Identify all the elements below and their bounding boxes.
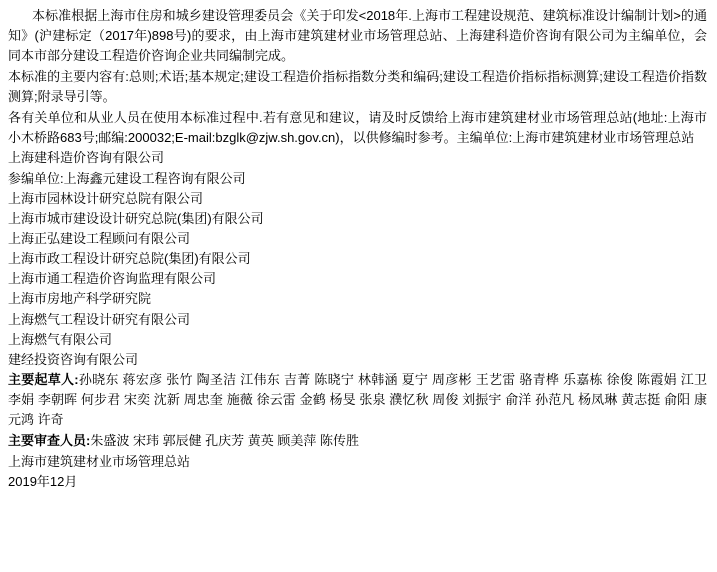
footer-date: 2019年12月 <box>8 473 78 489</box>
paragraph-feedback: 各有关单位和从业人员在使用本标准过程中.若有意见和建议，请及时反馈给上海市建筑建材业市场管理总站(地址:上海市小木桥路683号;邮编:200032;E-mail:bzglk@zjw.sh.gov.cn)，以供修编时参考。主编单位:上海市建筑建材业市场管理总站 <box>8 109 707 145</box>
list-item: 上海燃气有限公司 <box>8 331 113 347</box>
list-item: 上海市政工程设计研究总院(集团)有限公司 <box>8 251 251 267</box>
reviewers-names: 朱盛波 宋玮 郭辰健 孔庆芳 黄英 顾美萍 陈传胜 <box>90 432 360 448</box>
authors-names: 孙晓东 蒋宏彦 张竹 陶圣洁 江伟东 吉菁 陈晓宁 林韩涵 夏宁 周彦彬 王艺雷 骆青桦 乐嘉栋 徐俊 陈霞娟 江卫 李娟 李朝晖 何步君 宋奕 沈新 周忠奎 施薇 徐云雷 金鹤 杨旻 张泉 濮忆秋 周俊 刘振宇 俞洋 孙范凡 杨凤琳 黄志挺 俞阳 康元鸿 许奇 <box>8 372 707 428</box>
list-item: 上海市房地产科学研究院 <box>8 291 152 307</box>
authors-block <box>8 370 707 430</box>
authors-label: 主要起草人: <box>8 372 79 388</box>
list-item: 上海正弘建设工程顾问有限公司 <box>8 231 191 247</box>
list-item: 建经投资咨询有限公司 <box>8 351 139 367</box>
footer-organization: 上海市建筑建材业市场管理总站 <box>8 453 191 469</box>
paragraph-foreword-1: 本标准根据上海市住房和城乡建设管理委员会《关于印发<2018年.上海市工程建设规范、建筑标准设计编制计划>的通知》(沪建标定（2017年)898号)的要求，由上海市建筑建材业市场管理总站、上海建科造价咨询有限公司为主编单位，会同本市部分建设工程造价咨询企业共同编制完成。 <box>8 8 707 64</box>
list-item: 上海建科造价咨询有限公司 <box>8 150 165 166</box>
paragraph-contents: 本标准的主要内容有:总则;术语;基本规定;建设工程造价指标指数分类和编码;建设工程造价指标指标测算;建设工程造价指数测算;附录导引等。 <box>8 68 707 105</box>
reviewers-block <box>8 431 707 451</box>
reviewers-label: 主要审查人员: <box>8 432 91 448</box>
list-item: 上海市城市建设设计研究总院(集团)有限公司 <box>8 210 264 226</box>
list-item: 上海市园林设计研究总院有限公司 <box>8 190 204 206</box>
list-item: 上海市通工程造价咨询监理有限公司 <box>8 271 217 287</box>
list-item: 上海燃气工程设计研究有限公司 <box>8 311 191 327</box>
list-item: 参编单位:上海鑫元建设工程咨询有限公司 <box>8 170 246 186</box>
